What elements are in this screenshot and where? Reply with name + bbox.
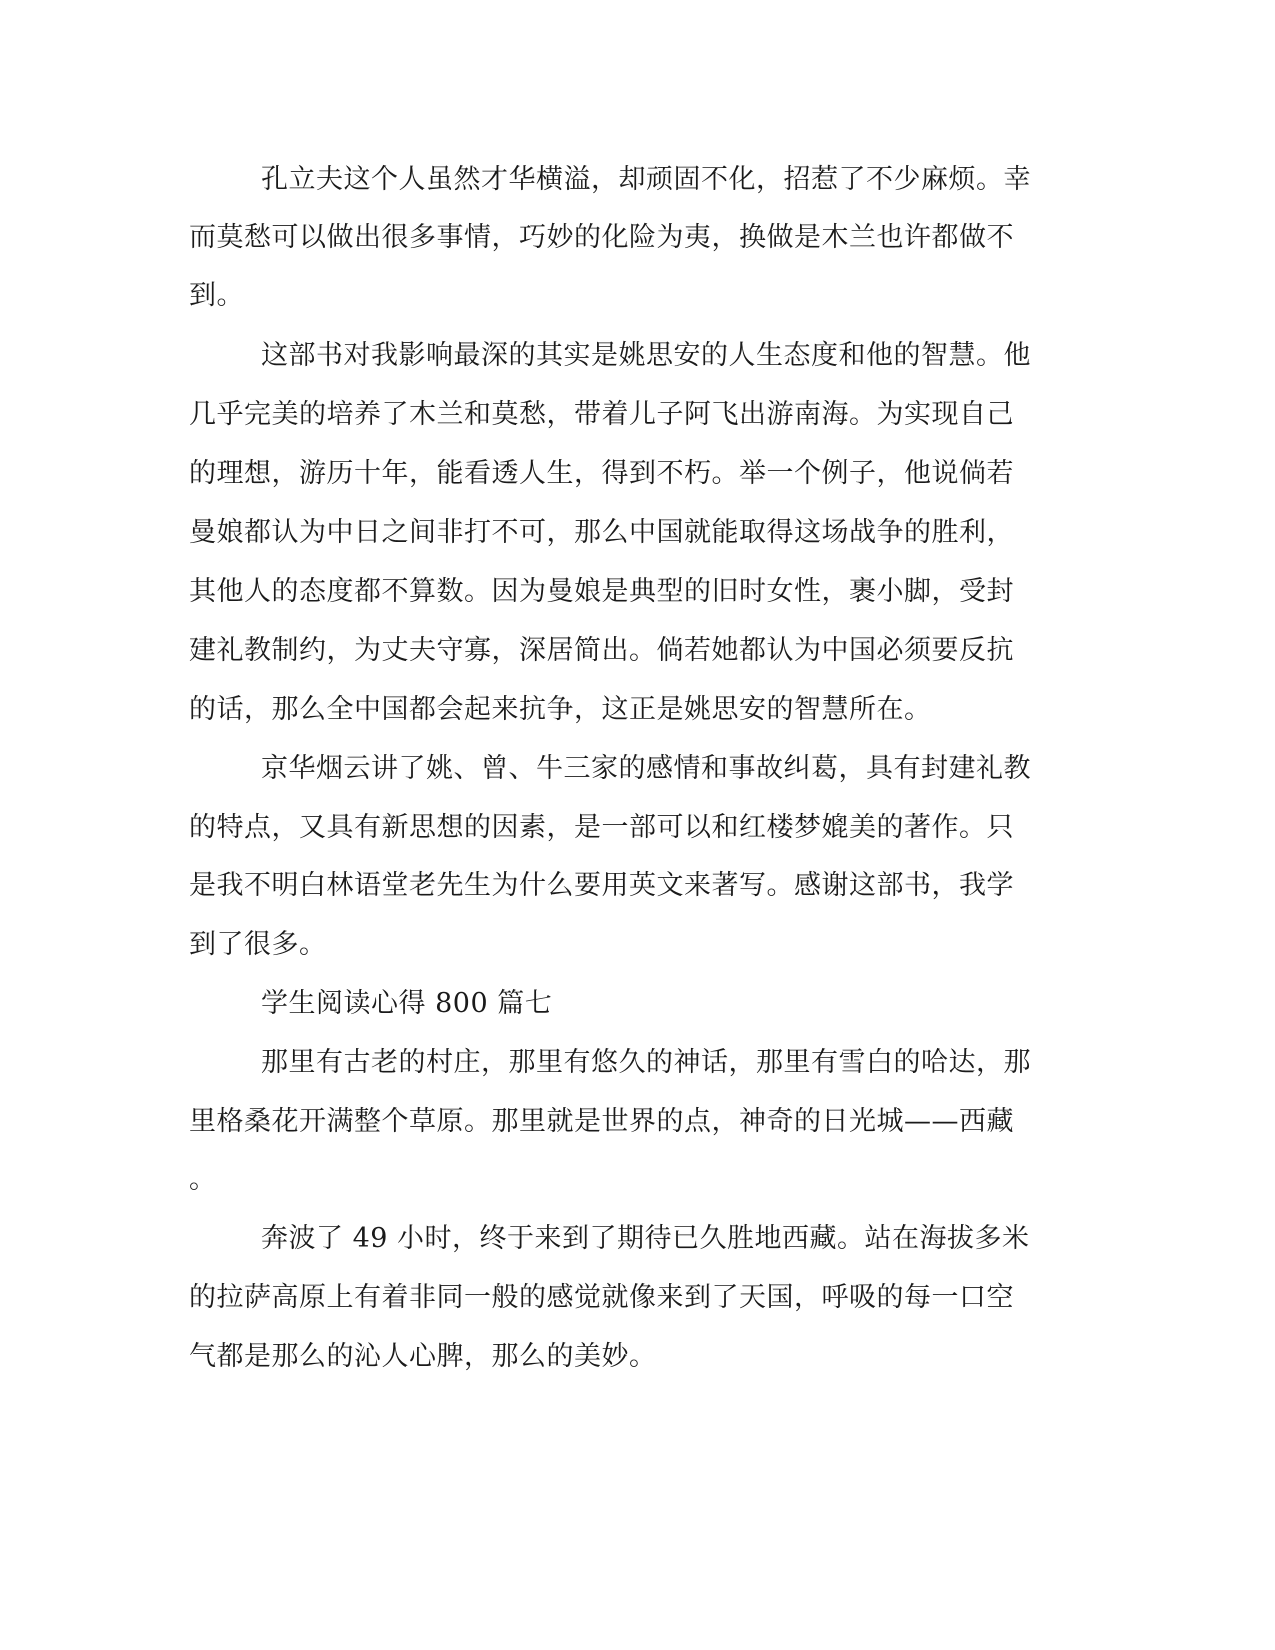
paragraph-1-line-3: 到。 bbox=[189, 280, 244, 311]
paragraph-1-line-1: 孔立夫这个人虽然才华横溢，却顽固不化，招惹了不少麻烦。幸 bbox=[261, 164, 1031, 195]
paragraph-2-line-7: 的话，那么全中国都会起来抗争，这正是姚思安的智慧所在。 bbox=[189, 694, 932, 725]
paragraph-5-line-1: 那里有古老的村庄，那里有悠久的神话，那里有雪白的哈达，那 bbox=[261, 1047, 1031, 1078]
paragraph-5-line-2: 里格桑花开满整个草原。那里就是世界的点，神奇的日光城——西藏 bbox=[189, 1106, 1014, 1137]
paragraph-5-line-3: 。 bbox=[189, 1164, 217, 1195]
paragraph-1-line-2: 而莫愁可以做出很多事情，巧妙的化险为夷，换做是木兰也许都做不 bbox=[189, 222, 1014, 253]
paragraph-2-line-3: 的理想，游历十年，能看透人生，得到不朽。举一个例子，他说倘若 bbox=[189, 458, 1014, 489]
paragraph-3-line-2: 的特点，又具有新思想的因素，是一部可以和红楼梦媲美的著作。只 bbox=[189, 812, 1014, 843]
paragraph-2-line-1: 这部书对我影响最深的其实是姚思安的人生态度和他的智慧。他 bbox=[261, 340, 1031, 371]
paragraph-3-line-3: 是我不明白林语堂老先生为什么要用英文来著写。感谢这部书，我学 bbox=[189, 870, 1014, 901]
paragraph-3-line-4: 到了很多。 bbox=[189, 929, 327, 960]
paragraph-2-line-2: 几乎完美的培养了木兰和莫愁，带着儿子阿飞出游南海。为实现自己 bbox=[189, 399, 1014, 430]
paragraph-3-line-1: 京华烟云讲了姚、曾、牛三家的感情和事故纠葛，具有封建礼教 bbox=[261, 753, 1031, 784]
section-heading: 学生阅读心得 800 篇七 bbox=[261, 988, 553, 1019]
paragraph-2-line-5: 其他人的态度都不算数。因为曼娘是典型的旧时女性，裹小脚，受封 bbox=[189, 576, 1014, 607]
paragraph-2-line-6: 建礼教制约，为丈夫守寡，深居简出。倘若她都认为中国必须要反抗 bbox=[189, 635, 1014, 666]
paragraph-6-line-3: 气都是那么的沁人心脾，那么的美妙。 bbox=[189, 1341, 657, 1372]
paragraph-6-line-2: 的拉萨高原上有着非同一般的感觉就像来到了天国，呼吸的每一口空 bbox=[189, 1282, 1014, 1313]
paragraph-2-line-4: 曼娘都认为中日之间非打不可，那么中国就能取得这场战争的胜利， bbox=[189, 517, 1014, 548]
paragraph-6-line-1: 奔波了 49 小时，终于来到了期待已久胜地西藏。站在海拔多米 bbox=[261, 1223, 1030, 1254]
